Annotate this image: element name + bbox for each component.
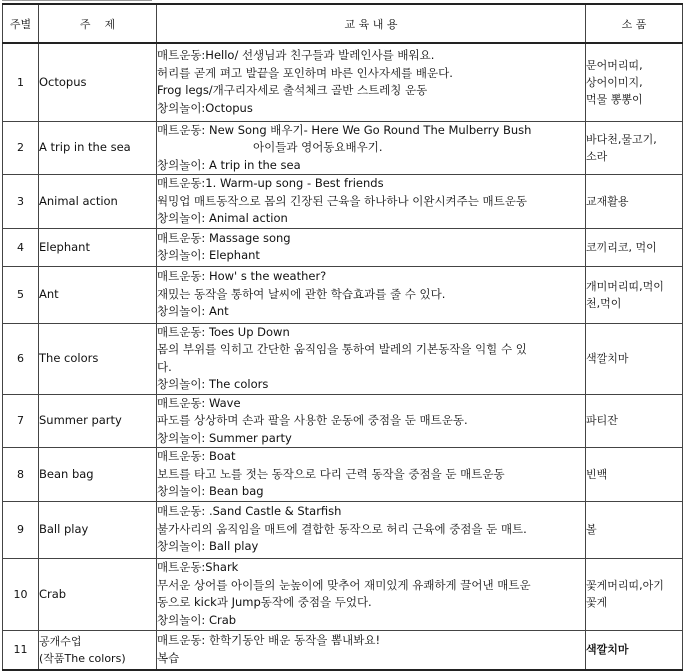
content-line: 무서운 상어를 아이들의 눈높이에 맞추어 재미있게 유쾌하게 끌어낸 매트운 (157, 577, 531, 592)
week-cell: 5 (3, 266, 39, 323)
items-cell: 색깔치마 (586, 323, 683, 394)
table-header-row (3, 4, 683, 43)
items-cell: 바다천,물고기, 소라 (586, 121, 683, 175)
content-cell (157, 394, 586, 448)
week-cell: 11 (3, 630, 39, 670)
week-cell: 4 (3, 228, 39, 266)
content-cell (157, 630, 586, 670)
topic-cell: Ball play (39, 501, 157, 558)
content-line: 매트운동:1. Warm-up song - Best friends (157, 176, 384, 190)
week-cell: 6 (3, 323, 39, 394)
content-line: 재밌는 동작을 통하여 날씨에 관한 학습효과를 줄 수 있다. (157, 286, 446, 301)
topic-cell: Octopus (39, 43, 157, 121)
content-line: 창의놀이: A trip in the sea (157, 157, 301, 172)
content-line: Frog legs/개구리자세로 출석체크 골반 스트레칭 운동 (157, 83, 428, 98)
items-cell: 문어머리띠, 상어이미지, 먹물 뽕뽕이 (586, 43, 683, 121)
content-line: 매트운동: Boat (157, 449, 236, 463)
week-cell: 2 (3, 121, 39, 175)
table-row (3, 266, 683, 323)
table-row (3, 501, 683, 558)
content-line: 창의놀이: Elephant (157, 248, 260, 262)
table-row (3, 558, 683, 630)
content-cell (157, 175, 586, 229)
content-line: 아이들과 영어동요배우기. (253, 140, 383, 154)
topic-cell: Ant (39, 266, 157, 323)
table-row (3, 394, 683, 448)
content-line: 매트운동:Shark (157, 560, 239, 574)
items-cell: 교재활용 (586, 175, 683, 229)
items-cell: 볼 (586, 501, 683, 558)
content-line: 창의놀이: Crab (157, 612, 237, 627)
content-line: 창의놀이: Ball play (157, 539, 259, 554)
table-row (3, 175, 683, 229)
content-line: 창의놀이: Animal action (157, 211, 288, 225)
table-row (3, 121, 683, 175)
content-line: 창의놀이: Bean bag (157, 484, 264, 498)
table-row (3, 228, 683, 266)
content-line: 복습 (157, 650, 180, 665)
topic-cell: 공개수업 (작품The colors) (39, 630, 157, 670)
content-line: 불가사리의 움직임을 매트에 결합한 동작으로 허리 근육에 중점을 둔 매트. (157, 521, 527, 536)
topic-cell: Animal action (39, 175, 157, 229)
content-line: 웍밍업 매트동작으로 몸의 긴장된 근육을 하나하나 이완시켜주는 매트운동 (157, 193, 527, 208)
content-line: 창의놀이: The colors (157, 377, 269, 391)
content-line: 파도를 상상하며 손과 팔을 사용한 운동에 중점을 둔 매트운동. (157, 413, 468, 427)
topic-cell: The colors (39, 323, 157, 394)
content-line: 매트운동:Hello/ 선생님과 친구들과 발레인사를 배워요. (157, 48, 435, 63)
topic-cell: Summer party (39, 394, 157, 448)
content-cell (157, 266, 586, 323)
content-line: 매트운동: 한학기동안 배운 동작을 뽐내봐요! (157, 633, 381, 648)
header-content: 교 육 내 용 (157, 4, 586, 43)
items-cell: 파티잔 (586, 394, 683, 448)
header-week: 주별 (3, 4, 39, 43)
week-cell: 7 (3, 394, 39, 448)
content-line: 창의놀이:Octopus (157, 100, 253, 115)
content-cell (157, 228, 586, 266)
content-cell (157, 501, 586, 558)
content-line: 동으로 kick과 Jump동작에 중점을 두었다. (157, 595, 372, 609)
content-cell (157, 558, 586, 630)
table-row (3, 323, 683, 394)
content-line: 몸의 부위를 익히고 간단한 움직임을 통하여 발레의 기본동작을 익힐 수 있 (157, 342, 527, 356)
items-cell: 코끼리코, 먹이 (586, 228, 683, 266)
content-line: 다. (157, 359, 172, 374)
content-line: 매트운동: .Sand Castle & Starfish (157, 504, 342, 519)
content-line: 허리를 곧게 펴고 발끝을 포인하며 바른 인사자세를 배운다. (157, 65, 453, 80)
content-line: 매트운동: Toes Up Down (157, 324, 290, 339)
content-cell (157, 323, 586, 394)
week-cell: 8 (3, 448, 39, 502)
table-row (3, 448, 683, 502)
header-topic: 주 제 (39, 4, 157, 43)
content-line: 매트운동: How' s the weather? (157, 269, 327, 284)
week-cell: 9 (3, 501, 39, 558)
content-line: 보트를 타고 노를 젓는 동작으로 다리 근력 동작을 중점을 둔 매트운동 (157, 466, 505, 481)
week-cell: 1 (3, 43, 39, 121)
topic-cell: A trip in the sea (39, 121, 157, 175)
content-line: 매트운동: New Song 배우기- Here We Go Round The Mulberry Bush (157, 122, 532, 137)
items-cell: 개미머리띠,먹이 천,먹이 (586, 266, 683, 323)
table-row (3, 630, 683, 670)
content-cell (157, 43, 586, 121)
table-row (3, 43, 683, 121)
topic-cell: Bean bag (39, 448, 157, 502)
items-cell: 꽃게머리띠,아기 꽃게 (586, 558, 683, 630)
header-items: 소 품 (586, 4, 683, 43)
content-line: 창의놀이: Ant (157, 304, 229, 319)
content-line: 창의놀이: Summer party (157, 430, 292, 445)
content-cell (157, 121, 586, 175)
week-cell: 10 (3, 558, 39, 630)
topic-cell: Elephant (39, 228, 157, 266)
items-cell: 색깔치마 (586, 630, 683, 670)
curriculum-table (2, 3, 683, 671)
content-line: 매트운동: Wave (157, 395, 241, 410)
week-cell: 3 (3, 175, 39, 229)
curriculum-sheet (2, 3, 682, 671)
items-cell: 빈백 (586, 448, 683, 502)
topic-cell: Crab (39, 558, 157, 630)
content-line: 매트운동: Massage song (157, 230, 291, 245)
content-cell (157, 448, 586, 502)
